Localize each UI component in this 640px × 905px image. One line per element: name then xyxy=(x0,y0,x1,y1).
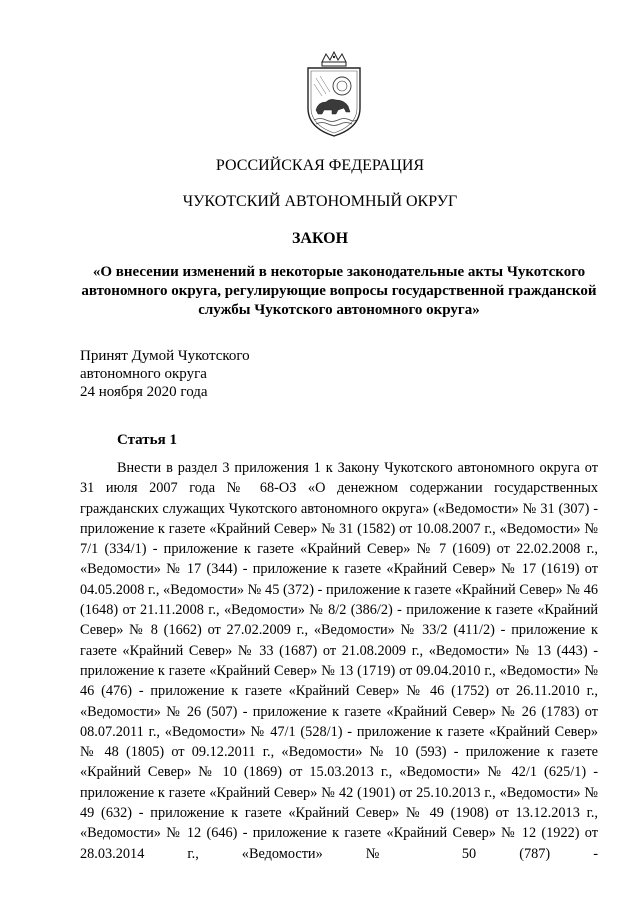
document-type: ЗАКОН xyxy=(291,230,349,247)
adoption-date: 24 ноября 2020 года xyxy=(80,384,208,400)
chukotka-coat-of-arms-icon xyxy=(300,50,368,140)
adoption-line: автономного округа xyxy=(80,366,207,382)
region-heading: ЧУКОТСКИЙ АВТОНОМНЫЙ ОКРУГ xyxy=(182,193,458,210)
article-body: Внести в раздел 3 приложения 1 к Закону Чукотского автономного округа от 31 июля 2007 года № 68-ОЗ «О денежном содержании государственных гражданских служащих Чукотского автономного округа» («Ведомости» № 31 (307) - приложение к газете «Крайний Север» № 31 (1582) от 10.08.2007 г., «Ведомости» № 7/1 (334/1) - приложение к газете «Крайний Север» № 7 (1609) от 22.02.2008 г., «Ведомости» № 17 (344) - приложение к газете «Крайний Север» № 17 (1619) от 04.05.2008 г., «Ведомости» № 45 (372) - приложение к газете «Крайний Север» № 46 (1648) от 21.11.2008 г., «Ведомости» № 8/2 (386/2) - приложение к газете «Крайний Север» № 8 (1662) от 27.02.2009 г., «Ведомости» № 33/2 (411/2) - приложение к газете «Крайний Север» № 33 (1687) от 21.08.2009 г., «Ведомости» № 13 (443) - приложение к газете «Крайний Север» № 13 (1719) от 09.04.2010 г., «Ведомости» № 46 (476) - приложение к газете «Крайний Север» № 46 (1752) от 26.11.2010 г., «Ведомости» № 26 (507) - приложение к газете «Крайний Север» № 26 (1783) от 08.07.2011 г., «Ведомости» № 47/1 (528/1) - приложение к газете «Крайний Север» № 48 (1805) от 09.12.2011 г., «Ведомости» № 10 (593) - приложение к газете «Крайний Север» № 10 (1869) от 15.03.2013 г., «Ведомости» № 42/1 (625/1) - приложение к газете «Крайний Север» № 42 (1901) от 25.10.2013 г., «Ведомости» № 49 (632) - приложение к газете «Крайний Север» № 49 (1908) от 13.12.2013 г., «Ведомости» № 12 (646) - приложение к газете «Крайний Север» № 12 (1922) от 28.03.2014 г., «Ведомости» № 50 (787) - xyxy=(80,460,598,862)
article-heading: Статья 1 xyxy=(117,432,177,448)
adoption-info xyxy=(80,347,250,401)
country-heading: РОССИЙСКАЯ ФЕДЕРАЦИЯ xyxy=(215,157,425,174)
law-title: «О внесении изменений в некоторые законодательные акты Чукотского автономного округа, регулирующие вопросы государственной гражданской службы Чукотского автономного округа» xyxy=(81,264,597,318)
adoption-line: Принят Думой Чукотского xyxy=(80,348,250,364)
